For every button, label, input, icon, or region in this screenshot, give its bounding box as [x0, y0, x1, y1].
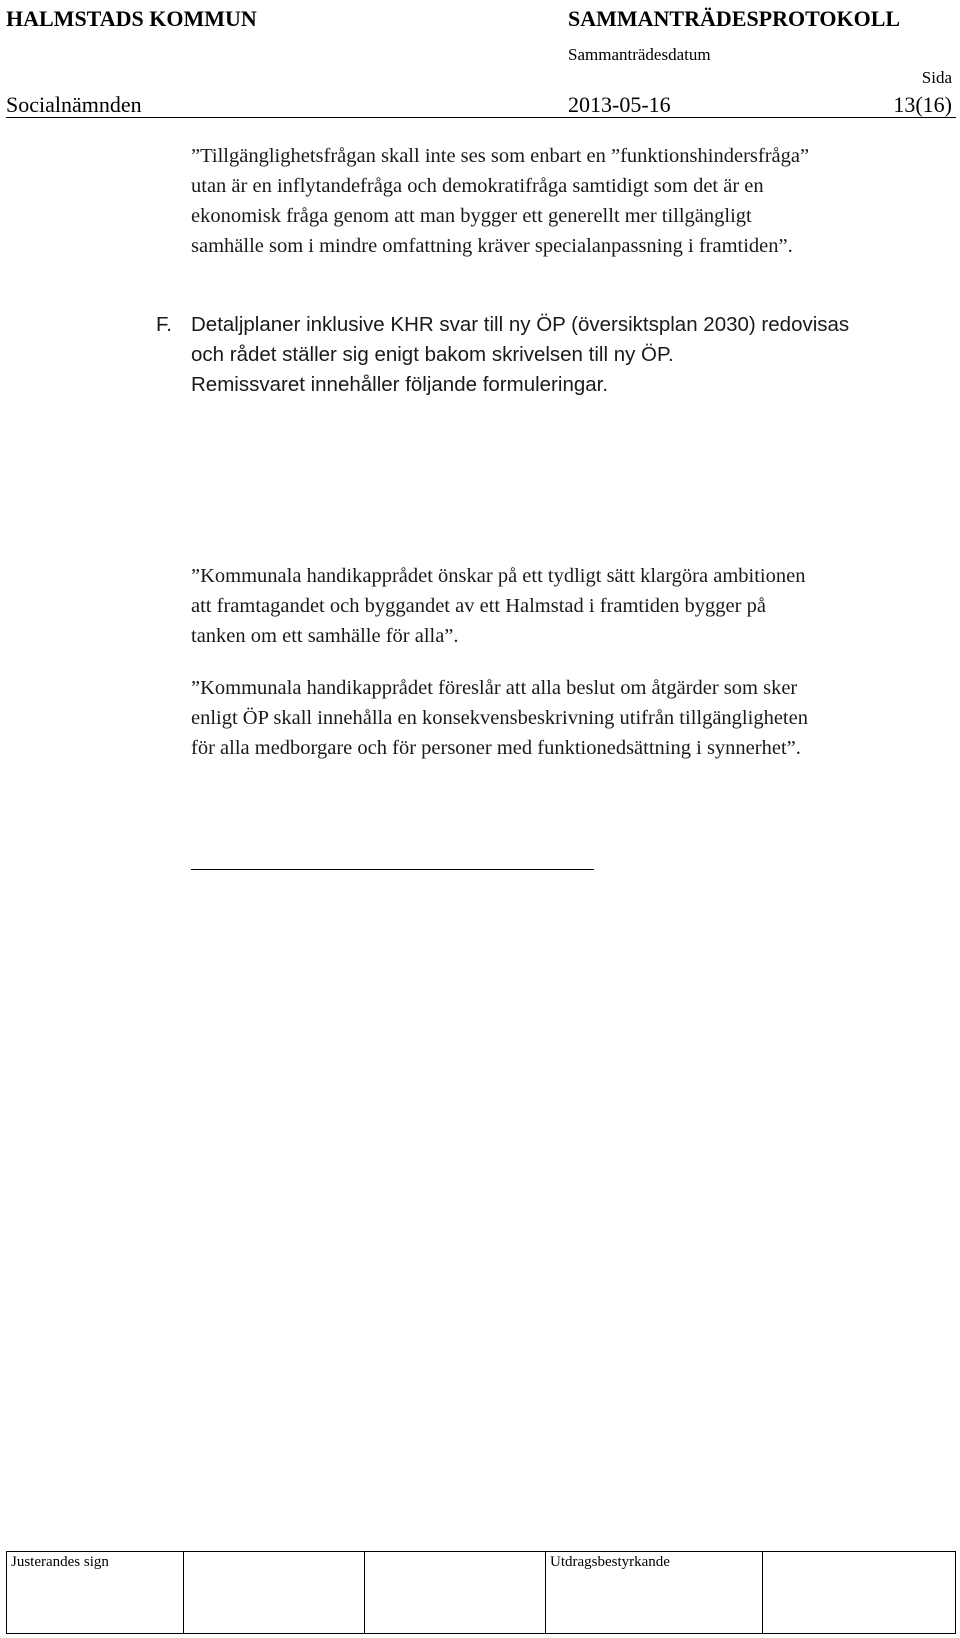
page-label: Sida [921, 68, 952, 87]
quote-line: tanken om ett samhälle för alla”. [191, 625, 459, 647]
utdragsbestyrkande-cell: Utdragsbestyrkande [546, 1552, 763, 1634]
quote-line: ”Kommunala handikapprådet önskar på ett tydligt sätt klargöra ambitionen [191, 565, 806, 587]
quote-line: ekonomisk fråga genom att man bygger ett generellt mer tillgängligt [191, 205, 752, 227]
footer-signature-table [6, 1551, 956, 1634]
certification-box [763, 1552, 956, 1634]
quote-line: ”Tillgänglighetsfrågan skall inte ses som enbart en ”funktionshindersfråga” [191, 145, 810, 167]
quote-paragraph-2 [191, 561, 805, 651]
signature-line [191, 869, 594, 870]
document-type: SAMMANTRÄDESPROTOKOLL [568, 6, 901, 31]
quote-paragraph-3 [191, 673, 808, 763]
quote-line: samhälle som i mindre omfattning kräver specialanpassning i framtiden”. [191, 235, 793, 257]
agenda-item-f [156, 310, 849, 400]
sign-box [184, 1552, 365, 1634]
quote-line: enligt ÖP skall innehålla en konsekvensbeskrivning utifrån tillgängligheten [191, 707, 808, 729]
sign-box [365, 1552, 546, 1634]
justerandes-sign-cell: Justerandes sign [7, 1552, 184, 1634]
quote-paragraph-1 [191, 141, 809, 261]
item-text [191, 310, 849, 400]
committee-name: Socialnämnden [6, 92, 142, 117]
meeting-date: 2013-05-16 [568, 92, 671, 117]
quote-line: ”Kommunala handikapprådet föreslår att alla beslut om åtgärder som sker [191, 677, 798, 699]
item-marker: F. [156, 313, 172, 336]
date-label: Sammanträdesdatum [568, 45, 711, 64]
quote-line: att framtagandet och byggandet av ett Halmstad i framtiden bygger på [191, 595, 766, 617]
item-line: och rådet ställer sig enigt bakom skrivelsen till ny ÖP. [191, 343, 674, 366]
header-divider [6, 117, 956, 118]
page-number: 13(16) [893, 92, 952, 117]
item-line: Detaljplaner inklusive KHR svar till ny ÖP (översiktsplan 2030) redovisas [191, 313, 850, 336]
municipality-name: HALMSTADS KOMMUN [6, 6, 257, 31]
item-line: Remissvaret innehåller följande formuleringar. [191, 373, 609, 396]
quote-line: utan är en inflytandefråga och demokratifråga samtidigt som det är en [191, 175, 764, 197]
quote-line: för alla medborgare och för personer med funktionedsättning i synnerhet”. [191, 737, 801, 759]
